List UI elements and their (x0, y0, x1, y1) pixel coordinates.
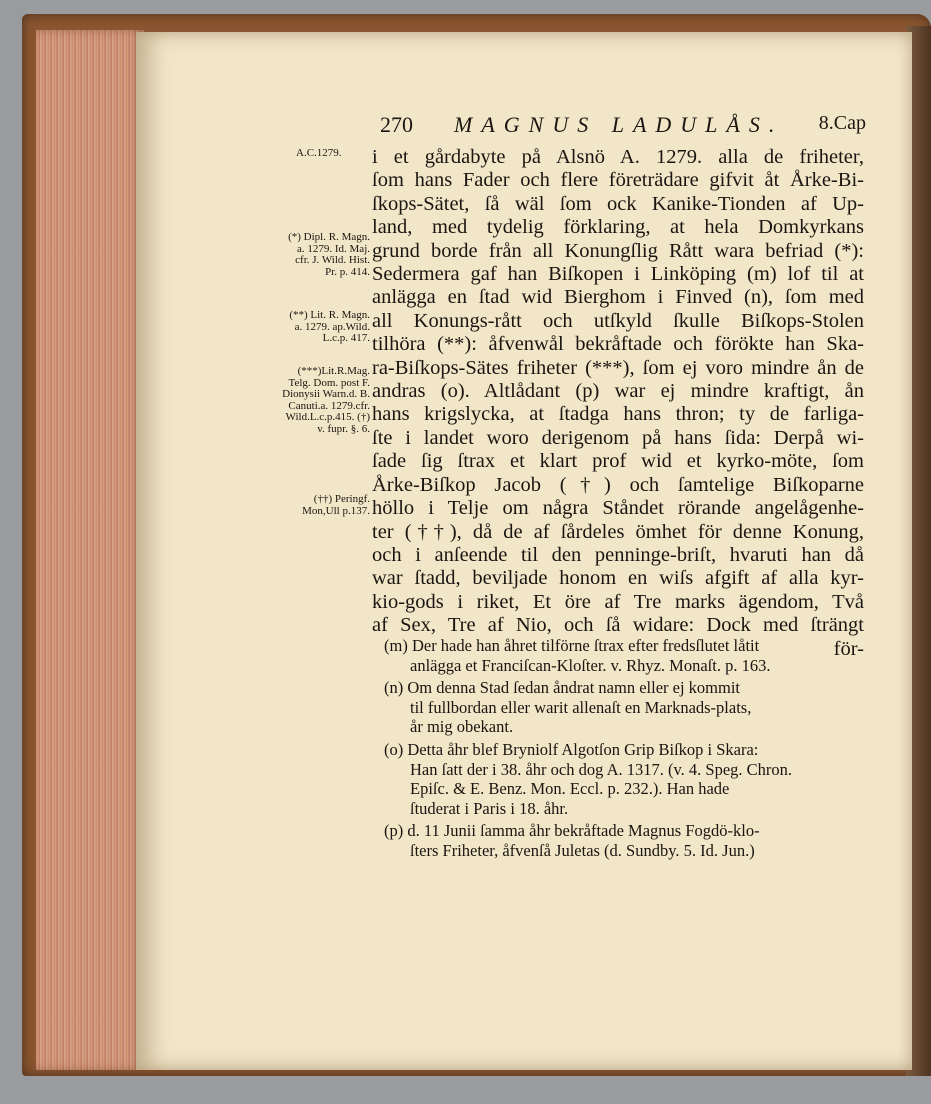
footnote-n (384, 678, 856, 737)
page-edges (36, 30, 144, 1070)
margin-note-year: A.C.1279. (296, 147, 342, 159)
text-line: ter (††), då de af ſårdeles ömhet för denne Konung, (372, 520, 864, 543)
text-line: kio-gods i riket, Et öre af Tre marks ägendom, Två (372, 590, 864, 613)
text-line: anlägga en ſtad wid Bierghom i Finved (n), ſom med (372, 286, 864, 309)
text-line: och i anſeende til den penninge-briſt, hvaruti han då (372, 543, 864, 566)
text-line: Sedermera gaf han Biſkopen i Linköping (m) lof til at (372, 263, 864, 286)
footnotes (384, 636, 856, 864)
margin-note-lit: (**) Lit. R. Magn. a. 1279. ap.Wild. L.c.p. 417. (289, 309, 370, 344)
page-number: 270 (380, 112, 413, 137)
footnote-line: ſters Friheter, åfvenſå Juletas (d. Sundby. 5. Id. Jun.) (410, 840, 755, 860)
footnote-line: til fullbordan eller warit allenaſt en Marknads-plats, (410, 697, 752, 717)
footnote-line: (o) Detta åhr blef Bryniolf Algotſon Grip Biſkop i Skara: (384, 739, 759, 759)
footnote-o (384, 740, 856, 818)
margin-note-peringsk: (††) Peringf. Mon,Ull p.137. (302, 493, 370, 517)
text-line: war ſtadd, beviljade honom en wiſs afgift af alla kyr- (372, 567, 864, 590)
text-line: grund borde från all Konungſlig Rått wara befriad (*): (372, 239, 864, 262)
text-line: tilhöra (**): åfvenwål bekråftade och förökte han Ska- (372, 333, 864, 356)
text-line: ſte i landet woro derigenom på hans ſida: Derpå wi- (372, 426, 864, 449)
text-line: hans krigslycka, at ſtadga hans thron; ty de farliga- (372, 403, 864, 426)
footnote-p (384, 821, 856, 860)
chapter-label: 8.Cap (818, 112, 866, 134)
text-line: ſkops-Sätet, ſå wäl ſom ock Kanike-Tionden af Up- (372, 192, 864, 215)
text-line: land, med tydelig förklaring, at hela Domkyrkans (372, 216, 864, 239)
footnote-line: Han ſatt der i 38. åhr och dog A. 1317. (v. 4. Speg. Chron. (410, 759, 793, 779)
page-header (380, 112, 866, 142)
footnote-line: år mig obekant. (410, 717, 514, 737)
body-text (372, 146, 864, 661)
text-line: ſom hans Fader och flere företrädare gifvit åt Årke-Bi- (372, 169, 864, 192)
margin-note-dipl: (*) Dipl. R. Magn. a. 1279. Id. Maj. cfr. J. Wild. Hist. Pr. p. 414. (288, 231, 370, 278)
catchword: för- (833, 637, 864, 660)
footnote-line: (p) d. 11 Junii ſamma åhr bekråftade Magnus Fogdö-klo- (384, 821, 760, 841)
footnote-line: Epiſc. & E. Benz. Mon. Eccl. p. 232.). Han hade (410, 779, 730, 799)
text-line: i et gårdabyte på Alsnö A. 1279. alla de friheter, (372, 146, 864, 168)
text-line: ra-Biſkops-Sätes friheter (***), ſom ej voro mindre ån de (372, 356, 864, 379)
margin-note-lit-mag: (***)Lit.R.Mag. Telg. Dom. post F. Dionysii Warn.d. B. Canuti.a. 1279.cfr. Wild.L.c.p.415. (†) v. fupr. §. 6. (282, 365, 370, 435)
footnote-line: anlägga et Franciſcan-Kloſter. v. Rhyz. Monaſt. p. 163. (410, 655, 771, 675)
text-line: af Sex, Tre af Nio, och ſå widare: Dock med ſträngt (372, 614, 864, 637)
footnote-line: (n) Om denna Stad ſedan åndrat namn eller ej kommit (384, 678, 741, 698)
running-title: MAGNUS LADULÅS. (454, 112, 784, 137)
text-line: höllo i Telje om några Ståndet rörande angelågenhe- (372, 497, 864, 520)
text-line: andras (o). Altlådant (p) war ej mindre kraftigt, ån (372, 380, 864, 403)
footnote-line: ſtuderat i Paris i 18. åhr. (410, 798, 569, 818)
footnote-m (384, 636, 856, 675)
text-line: ſade ſig ſtrax et klart prof wid et kyrko-möte, ſom (372, 450, 864, 473)
footnote-line: (m) Der hade han åhret tilförne ſtrax efter fredsſlutet låtit (384, 636, 760, 655)
text-line: all Konungs-rått och utſkyld ſkulle Biſkops-Stolen (372, 309, 864, 332)
text-line: Årke-Biſkop Jacob (†) och ſamtelige Biſkoparne (372, 473, 864, 496)
